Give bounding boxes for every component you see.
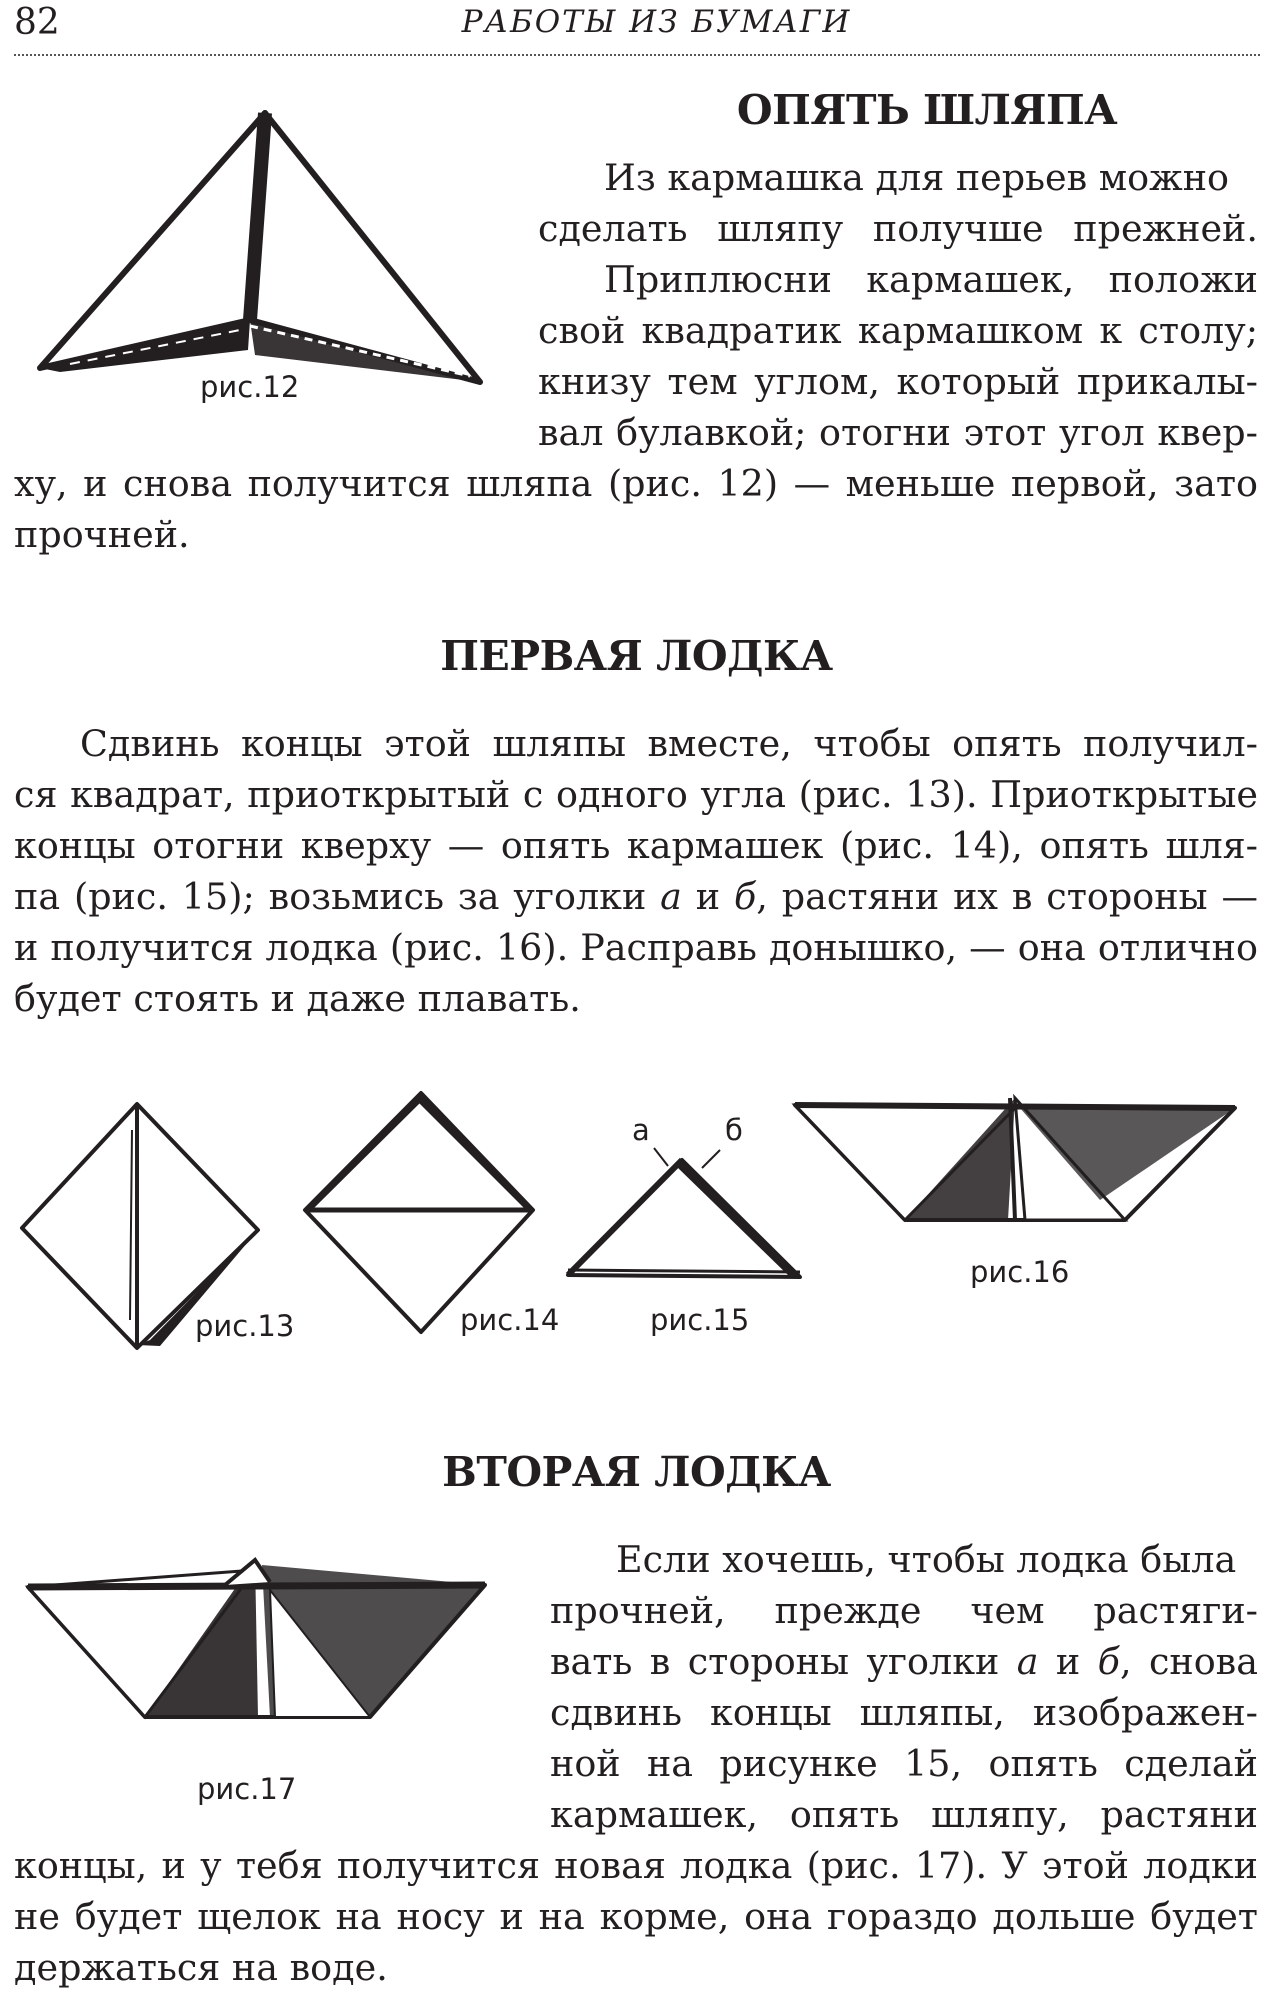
figure-12-caption: рис.12 (200, 370, 300, 404)
figure-15-label-a: а (632, 1113, 650, 1147)
page-number: 82 (14, 2, 60, 43)
running-title: РАБОТЫ ИЗ БУМАГИ (461, 4, 852, 40)
figure-16-caption: рис.16 (970, 1255, 1070, 1289)
section-title-second-boat: ВТОРАЯ ЛОДКА (442, 1448, 831, 1496)
paragraph-line: ху, и снова получится шляпа (рис. 12) — меньше первой, зато (14, 462, 1258, 505)
paragraph-line: свой квадратик кармашком к столу; (538, 309, 1258, 352)
paragraph-line: ся квадрат, приоткрытый с одного угла (рис. 13). Приоткрытые (14, 773, 1258, 816)
figure-17-caption: рис.17 (197, 1772, 297, 1806)
section-title-first-boat: ПЕРВАЯ ЛОДКА (440, 632, 833, 680)
paragraph-line: Приплюсни кармашек, положи (604, 258, 1258, 301)
figure-15-label-b: б (725, 1113, 743, 1147)
paragraph-line: сдвинь концы шляпы, изображен- (550, 1691, 1258, 1734)
figure-17-boat (0, 0, 500, 1740)
figure-13-caption: рис.13 (195, 1309, 295, 1343)
paragraph-line: держаться на воде. (14, 1946, 388, 1989)
figure-15-caption: рис.15 (650, 1303, 750, 1337)
paragraph-line: ной на рисунке 15, опять сделай (550, 1742, 1258, 1785)
paragraph-line: концы, и у тебя получится новая лодка (рис. 17). У этой лодки (14, 1844, 1258, 1887)
paragraph-line: Из кармашка для перьев можно (604, 156, 1229, 199)
paragraph-line: Если хочешь, чтобы лодка была (616, 1538, 1237, 1581)
paragraph-line: концы отогни кверху — опять кармашек (рис. 14), опять шля- (14, 824, 1258, 867)
figure-14-caption: рис.14 (460, 1303, 560, 1337)
paragraph-line: не будет щелок на носу и на корме, она гораздо дольше будет (14, 1895, 1258, 1938)
paragraph-line: вать в стороны уголки а и б, снова (550, 1640, 1258, 1683)
paragraph-line: вал булавкой; отогни этот угол квер- (538, 411, 1258, 454)
paragraph-line: кармашек, опять шляпу, растяни (550, 1793, 1258, 1836)
paragraph-line: прочней, прежде чем растяги- (550, 1589, 1258, 1632)
paragraph-line: и получится лодка (рис. 16). Расправь донышко, — она отлично (14, 926, 1258, 969)
paragraph-line: Сдвинь концы этой шляпы вместе, чтобы опять получил- (80, 722, 1258, 765)
paragraph-line: книзу тем углом, который прикалы- (538, 360, 1258, 403)
section-title-hat-again: ОПЯТЬ ШЛЯПА (736, 86, 1118, 134)
paragraph-line: будет стоять и даже плавать. (14, 977, 581, 1020)
paragraph-line: сделать шляпу получше прежней. (538, 207, 1258, 250)
paragraph-line: па (рис. 15); возьмись за уголки а и б, растяни их в стороны — (14, 875, 1258, 918)
paragraph-line: прочней. (14, 513, 190, 556)
